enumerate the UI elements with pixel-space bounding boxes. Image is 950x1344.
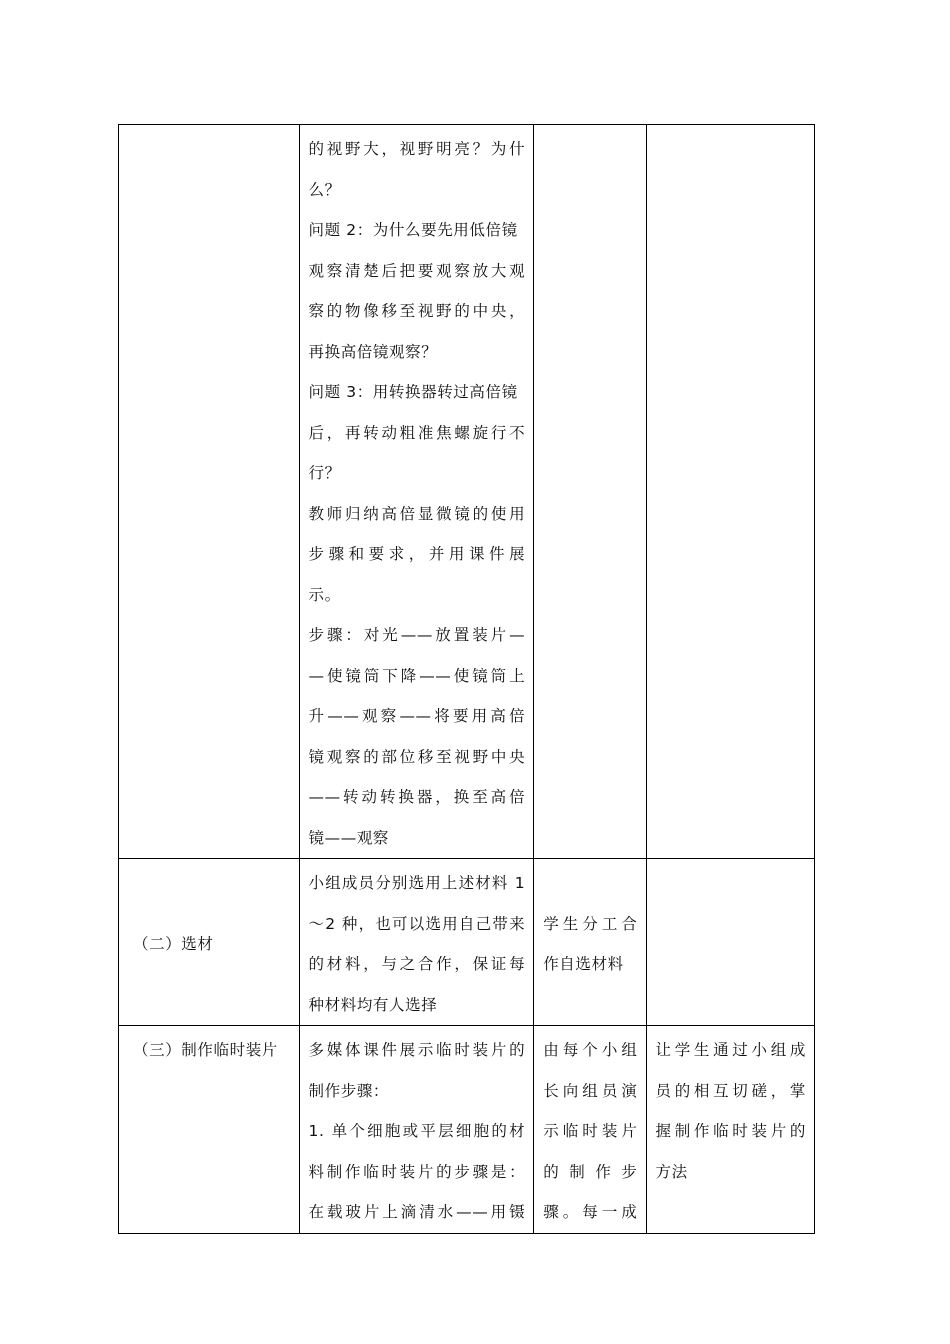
table-row bbox=[119, 1026, 815, 1234]
table-cell-design-intent bbox=[646, 859, 815, 1026]
text-line: 再换高倍镜观察？ bbox=[308, 342, 438, 361]
text-line: 握制作临时装片的 bbox=[655, 1122, 806, 1140]
text-line: 作自选材料 bbox=[543, 955, 624, 973]
text-line: 观察清楚后把要观察放大观 bbox=[308, 261, 526, 280]
text-line: 的制作步 bbox=[543, 1162, 638, 1181]
table-cell-stage bbox=[119, 1026, 300, 1234]
table-cell-student-activity bbox=[534, 859, 646, 1026]
table-cell-teacher-activity bbox=[299, 859, 534, 1026]
table-row bbox=[119, 125, 815, 859]
text-line: 示。 bbox=[308, 585, 341, 604]
text-line: 学生分工合 bbox=[543, 914, 638, 933]
text-line: 骤。每一成 bbox=[543, 1203, 638, 1221]
text-line: 的视野大，视野明亮？为什 bbox=[308, 140, 526, 158]
text-line: 多媒体课件展示临时装片的 bbox=[308, 1041, 526, 1059]
text-line: 种材料均有人选择 bbox=[308, 995, 438, 1014]
text-line: 方法 bbox=[655, 1162, 688, 1181]
text-line: 问题 3：用转换器转过高倍镜 bbox=[308, 383, 518, 401]
text-line: 小组成员分别选用上述材料 1 bbox=[308, 874, 526, 892]
text-line: 问题 2：为什么要先用低倍镜 bbox=[308, 221, 518, 239]
table-cell-teacher-activity bbox=[299, 125, 534, 859]
table-cell-student-activity bbox=[534, 125, 646, 859]
text-line: 示临时装片 bbox=[543, 1122, 638, 1140]
stage-label: （二）选材 bbox=[133, 934, 214, 953]
text-line: 让学生通过小组成 bbox=[655, 1041, 806, 1059]
table-cell-design-intent bbox=[646, 1026, 815, 1234]
text-line: 镜观察的部位移至视野中央 bbox=[308, 747, 526, 766]
text-line: 由每个小组 bbox=[543, 1041, 638, 1059]
text-line: 察的物像移至视野的中央， bbox=[308, 302, 526, 320]
text-line: 步骤和要求，并用课件展 bbox=[308, 545, 526, 563]
text-line: 长向组员演 bbox=[543, 1081, 638, 1100]
text-line: 在载玻片上滴清水——用镊 bbox=[308, 1203, 526, 1221]
table-cell-stage bbox=[119, 859, 300, 1026]
text-line: 升——观察——将要用高倍 bbox=[308, 707, 526, 725]
text-line: —使镜筒下降——使镜筒上 bbox=[308, 666, 526, 685]
table-cell-stage bbox=[119, 125, 300, 859]
text-line: 步骤：对光——放置装片— bbox=[308, 626, 526, 644]
table-cell-design-intent bbox=[646, 125, 815, 859]
table-row bbox=[119, 859, 815, 1026]
stage-label: （三）制作临时装片 bbox=[133, 1041, 278, 1059]
text-line: 员的相互切磋，掌 bbox=[655, 1081, 806, 1100]
text-line: 后，再转动粗准焦螺旋行不 bbox=[308, 423, 526, 442]
text-line: ～2 种，也可以选用自己带来 bbox=[308, 914, 526, 933]
text-line: 制作步骤： bbox=[308, 1081, 390, 1100]
lesson-plan-table bbox=[118, 124, 815, 1234]
text-line: 么？ bbox=[308, 180, 341, 199]
text-line: 料制作临时装片的步骤是： bbox=[308, 1162, 526, 1181]
text-line: 1. 单个细胞或平层细胞的材 bbox=[308, 1122, 526, 1140]
text-line: 行？ bbox=[308, 464, 341, 482]
text-line: 教师归纳高倍显微镜的使用 bbox=[308, 504, 526, 523]
text-line: 的材料，与之合作，保证每 bbox=[308, 955, 526, 973]
text-line: ——转动转换器，换至高倍 bbox=[308, 788, 526, 806]
table-cell-student-activity bbox=[534, 1026, 646, 1234]
text-line: 镜——观察 bbox=[308, 828, 390, 847]
table-cell-teacher-activity bbox=[299, 1026, 534, 1234]
